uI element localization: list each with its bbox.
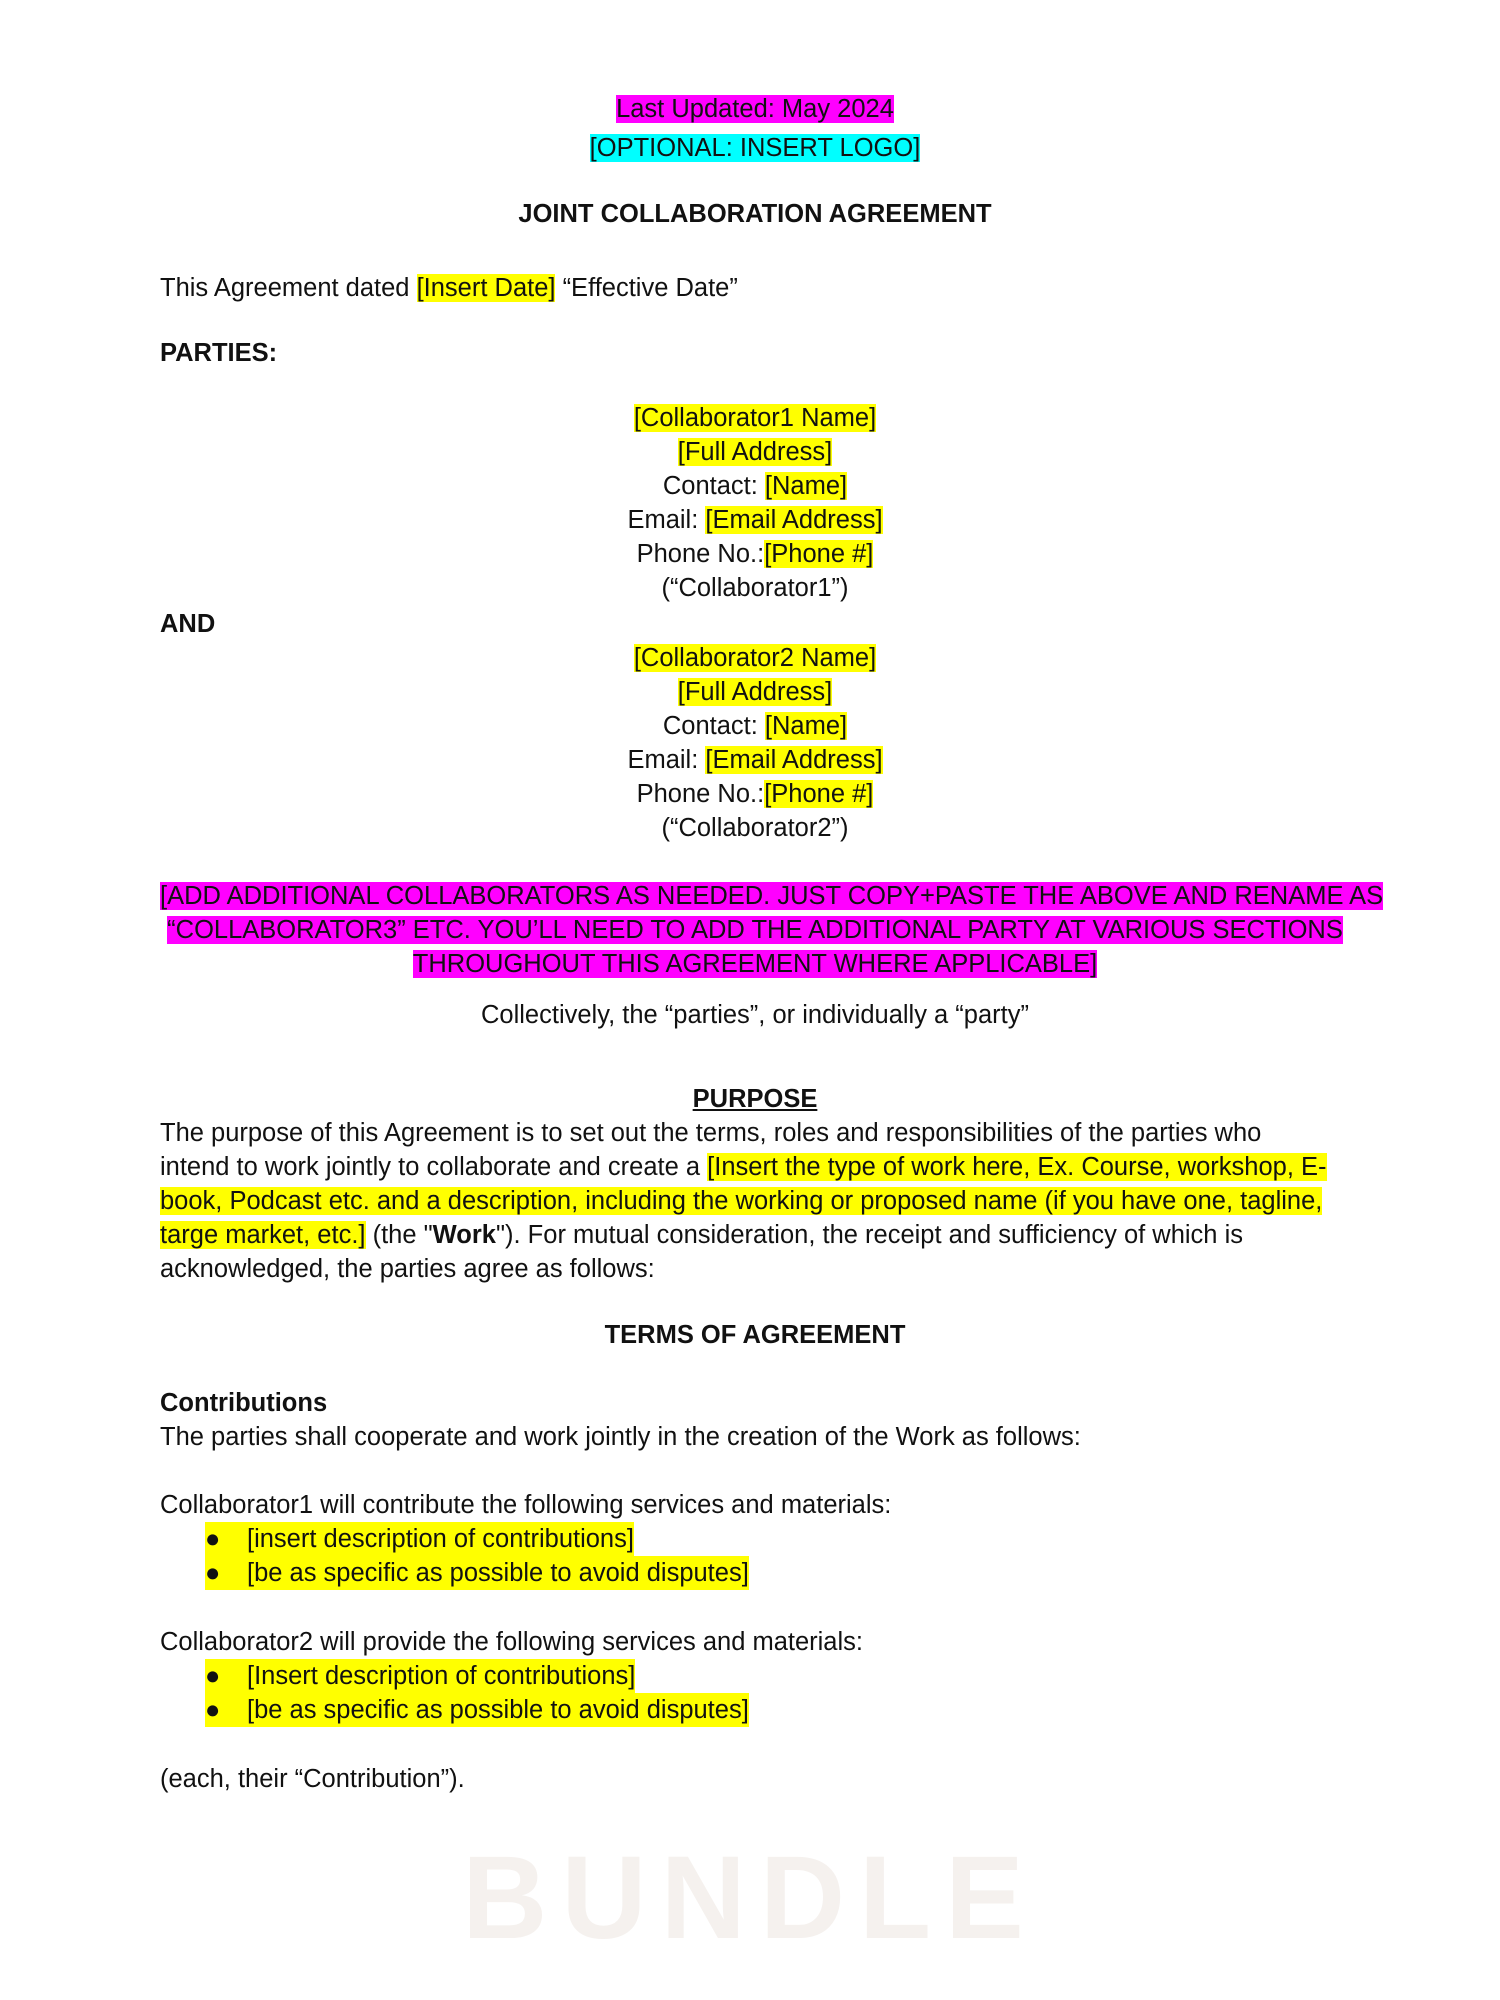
collab2-email-label: Email: [627,746,706,774]
logo-placeholder: [OPTIONAL: INSERT LOGO] [589,134,921,162]
collab2-email-line [160,743,1350,777]
work-description-placeholder-1: [Insert the type of work here, Ex. Course, workshop, E- [707,1153,1327,1181]
bundle-watermark: BUNDLE [462,1832,1038,1964]
collab1-contact-label: Contact: [662,472,765,500]
purpose-line-2 [160,1150,1327,1184]
collab2-phone-value: [Phone #] [764,780,874,808]
list-item [205,1659,635,1693]
list-item-text: [be as specific as possible to avoid disputes] [247,1696,749,1724]
last-updated-badge: Last Updated: May 2024 [616,95,894,123]
purpose-line-2-prefix: intend to work jointly to collaborate and create a [160,1153,708,1181]
collab1-address: [Full Address] [677,438,833,466]
purpose-line-1: The purpose of this Agreement is to set out the terms, roles and responsibilities of the parties who [160,1119,1262,1147]
bullet-icon: ● [205,1559,221,1587]
collab2-alias: (“Collaborator2”) [661,814,849,842]
collab2-contribution-label: Collaborator2 will provide the following services and materials: [160,1628,863,1656]
last-updated-line [160,92,1350,126]
collab2-name-line [160,641,1350,675]
intro-line [160,271,738,305]
work-description-placeholder-2: book, Podcast etc. and a description, including the working or proposed name (if you have one, tagline, [160,1187,1323,1215]
parties-heading: PARTIES: [160,339,278,367]
collab1-address-line [160,435,1350,469]
collab1-phone-value: [Phone #] [764,540,874,568]
collab2-contact-value: [Name] [764,712,848,740]
collab2-contact-label: Contact: [662,712,765,740]
list-item [205,1693,749,1727]
collab2-contact-line [160,709,1350,743]
collab1-phone-line [160,537,1350,571]
additional-note-text-1: [ADD ADDITIONAL COLLABORATORS AS NEEDED. JUST COPY+PASTE THE ABOVE AND RENAME AS [160,882,1384,910]
work-defined-term: Work [432,1221,496,1249]
collectively-line: Collectively, the “parties”, or individually a “party” [481,1001,1029,1029]
purpose-line-5: acknowledged, the parties agree as follows: [160,1255,655,1283]
purpose-line-4 [160,1218,1243,1252]
bullet-icon: ● [205,1662,221,1690]
collab1-name-line [160,401,1350,435]
collab1-contribution-label: Collaborator1 will contribute the following services and materials: [160,1491,892,1519]
and-label: AND [160,610,216,638]
terms-heading: TERMS OF AGREEMENT [604,1321,906,1349]
additional-note-line-2 [160,913,1350,947]
date-placeholder: [Insert Date] [416,274,556,302]
contribution-closing: (each, their “Contribution”). [160,1765,465,1793]
additional-note-text-3: THROUGHOUT THIS AGREEMENT WHERE APPLICABLE] [412,950,1098,978]
collab1-name: [Collaborator1 Name] [633,404,877,432]
list-item-text: [be as specific as possible to avoid disputes] [247,1559,749,1587]
bullet-icon: ● [205,1696,221,1724]
collab2-name: [Collaborator2 Name] [633,644,877,672]
collab1-email-label: Email: [627,506,706,534]
list-item [205,1556,749,1590]
list-item [205,1522,634,1556]
bullet-icon: ● [205,1525,221,1553]
work-description-placeholder-3: targe market, etc.] [160,1221,366,1249]
list-item-text: [Insert description of contributions] [247,1662,636,1690]
collab2-address-line [160,675,1350,709]
collab1-phone-label: Phone No.: [636,540,765,568]
collab2-phone-label: Phone No.: [636,780,765,808]
additional-note-text-2: “COLLABORATOR3” ETC. YOU’LL NEED TO ADD THE ADDITIONAL PARTY AT VARIOUS SECTIONS [167,916,1343,944]
collab1-contact-value: [Name] [764,472,848,500]
purpose-line-3 [160,1184,1322,1218]
contributions-heading: Contributions [160,1389,328,1417]
collab2-email-value: [Email Address] [705,746,883,774]
collab1-alias: (“Collaborator1”) [661,574,849,602]
logo-placeholder-line [160,131,1350,165]
list-item-text: [insert description of contributions] [247,1525,634,1553]
purpose-line-4-b: "). For mutual consideration, the receipt and sufficiency of which is [495,1221,1243,1249]
document-page [160,0,1384,2000]
additional-note-line-3 [160,947,1350,981]
collab2-address: [Full Address] [677,678,833,706]
document-title: JOINT COLLABORATION AGREEMENT [518,200,992,228]
collab2-phone-line [160,777,1350,811]
collab1-email-value: [Email Address] [705,506,883,534]
contributions-intro: The parties shall cooperate and work jointly in the creation of the Work as follows: [160,1423,1081,1451]
purpose-line-4-a: (the " [365,1221,433,1249]
collab1-contact-line [160,469,1350,503]
collab1-email-line [160,503,1350,537]
intro-prefix: This Agreement dated [160,274,417,302]
purpose-heading: PURPOSE [692,1085,818,1113]
intro-suffix: “Effective Date” [555,274,738,302]
additional-note-line-1 [160,879,1384,913]
